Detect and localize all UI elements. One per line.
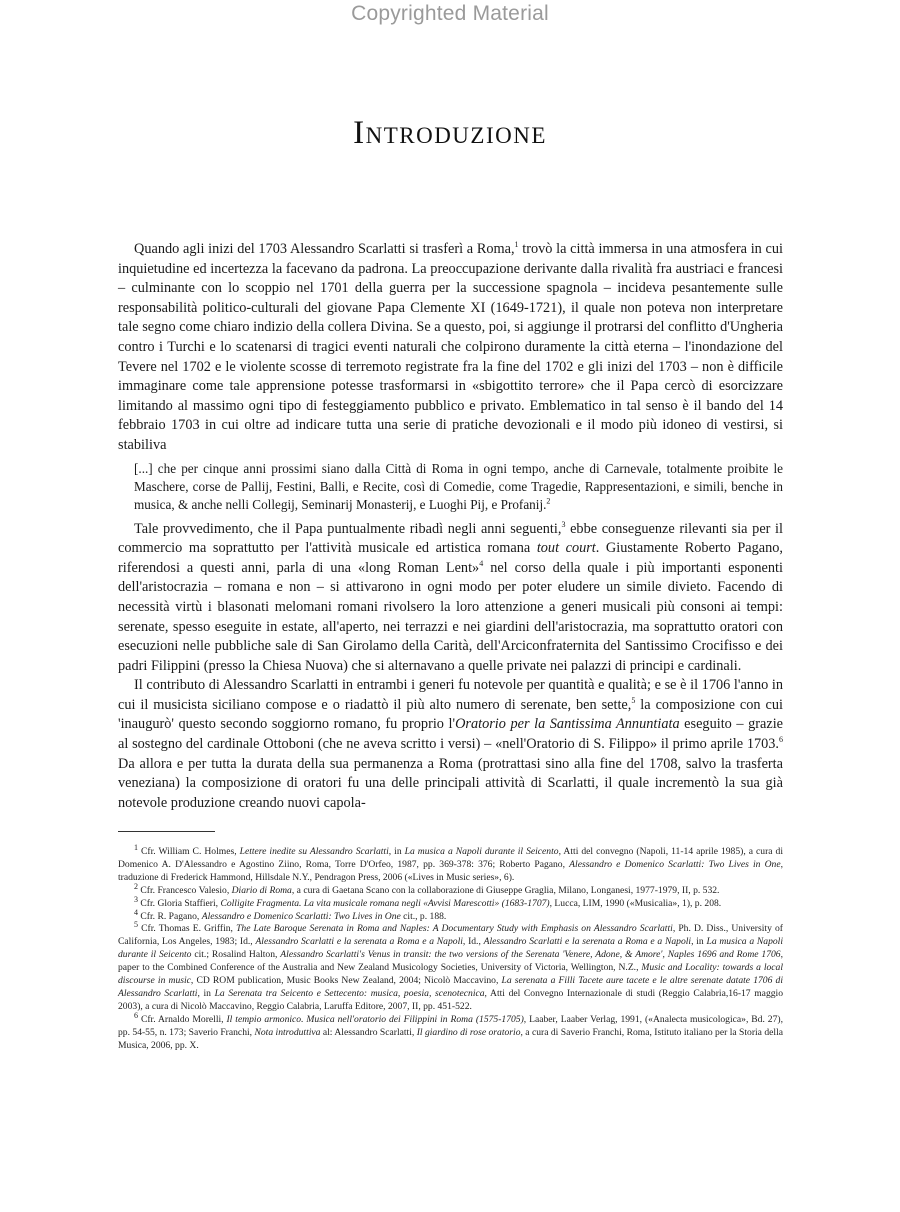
italic-title: Music and Locality: towards a local discourse in music (118, 962, 783, 987)
text-segment: , Atti del Convegno Internazionale di studi (Reggio Calabria,16-17 maggio 2003), a cura di Nicolò Maccavino, Reggio Calabria, Laruffa Editore, 2007, II, pp. 451-522. (118, 987, 783, 1012)
text-segment: Cfr. Arnaldo Morelli, (140, 1013, 227, 1025)
text-segment: Da allora e per tutta la durata della sua permanenza a Roma (protrattasi sino alla fine del 1708, salvo la trasferta veneziana) la composizione di oratori fu una delle principali attività di Scarlatti, il quale incrementò la sua già notevole produzione creando nuovi capola- (118, 755, 783, 811)
text-segment: ebbe conseguenze rilevanti sia per il commercio ma soprattutto per l'attività musicale ed artistica romana (118, 520, 784, 557)
footnote-ref: 1 (514, 240, 519, 250)
italic-title: Colligite Fragmenta. La vita musicale romana negli «Avvisi Marescotti» (1683-1707) (220, 897, 550, 909)
text-segment: , a cura di Saverio Franchi, Roma, Istituto italiano per la Storia della Musica, 2006, pp. X. (118, 1026, 783, 1051)
text-segment: , Ph. D. Diss., University of California, Los Angeles, 1983; Id., (118, 923, 783, 948)
footnote-3 (118, 894, 783, 911)
footnote-number: 4 (134, 907, 138, 917)
text-segment: al: Alessandro Scarlatti, (320, 1026, 417, 1038)
text-segment: , in (388, 846, 405, 857)
footnote-number: 1 (134, 842, 138, 852)
text-segment: Quando agli inizi del 1703 Alessandro Scarlatti si trasferì a Roma, (134, 241, 515, 257)
text-segment: , Atti del convegno (Napoli, 11-14 aprile 1985), a cura di Domenico A. D'Alessandro e Agostino Ziino, Roma, Torre D'Orfeo, 1987, pp. 369-378: 376; Roberto Pagano, (118, 846, 783, 870)
text-segment: cit.; Rosalind Halton, (191, 949, 281, 961)
italic-title: La musica a Napoli durante il Seicento (404, 846, 559, 857)
footnote-4 (118, 907, 783, 924)
italic-title: La Serenata tra Seicento e Settecento: musica, poesia, scenotecnica (214, 987, 485, 999)
main-text (118, 240, 783, 813)
text-segment: Cfr. Gloria Staffieri, (140, 897, 221, 909)
text-segment: , paper to the Combined Conference of the Australia and New Zealand Musicology Societies, University of Victoria, Wellington, N.Z., (118, 949, 783, 974)
quote-text: [...] che per cinque anni prossimi siano dalla Città di Roma in ogni tempo, anche di Carnevale, totalmente proibite le Maschere, corse de Pallij, Festini, Balli, e Recite, così di Comedie, come Tragedie, Rappresentazioni, e simili, benche in musica, & anche nelli Collegij, Seminarij Monasterij, e Luoghi Pij, e Profanij. (134, 460, 783, 512)
footnote-ref: 4 (479, 558, 484, 568)
footnote-ref: 3 (561, 519, 566, 529)
paragraph-2 (118, 520, 783, 677)
footnote-number: 5 (134, 920, 138, 930)
footnotes (118, 842, 783, 1053)
italic-title: Alessandro Scarlatti's Venus in transit: the two versions of the Serenata 'Venere, Adone, & Amore', Naples 1696 and Rome 1706 (280, 949, 781, 961)
footnote-ref: 6 (779, 735, 783, 745)
text-segment: Cfr. Francesco Valesio, (140, 884, 232, 896)
text-segment: , CD ROM publication, Music Books New Zealand, 2004; Nicolò Maccavino, (190, 975, 502, 987)
paragraph-3 (118, 676, 783, 813)
footnote-5 (118, 920, 783, 1013)
text-segment: Cfr. R. Pagano, (140, 910, 202, 922)
footnote-6 (118, 1010, 783, 1053)
italic-phrase: tout court (536, 540, 596, 557)
italic-phrase: Oratorio per la Santissima Annuntiata (455, 716, 680, 733)
footnote-2 (118, 881, 783, 898)
text-segment: , Lucca, LIM, 1990 («Musicalia», 1), p. 208. (549, 897, 722, 909)
italic-title: Il tempio armonico. Musica nell'oratorio dei Filippini in Roma (1575-1705) (226, 1013, 524, 1025)
footnote-divider (118, 831, 215, 832)
text-segment: , Laaber, Laaber Verlag, 1991, («Analecta musicologica», Bd. 27), pp. 54-55, n. 173; Saverio Franchi, (118, 1013, 783, 1038)
footnote-number: 6 (134, 1010, 138, 1020)
italic-title: The Late Baroque Serenata in Roma and Naples: A Documentary Study with Emphasis on Alessandro Scarlatti (236, 923, 673, 935)
italic-title: Alessandro Scarlatti e la serenata a Roma e a Napoli (255, 936, 463, 948)
text-segment: Il contributo di Alessandro Scarlatti in entrambi i generi fu notevole per quantità e qualità; e se è il 1706 l'anno in cui il musicista siciliano compose e o riadattò il più alto numero di serenate, ben sette, (118, 677, 783, 713)
italic-title: Nota introduttiva (254, 1026, 321, 1038)
text-segment: , traduzione di Frederick Hammond, Hillsdale N.Y., Pendragon Press, 2006 («Lives in Music series», 6). (118, 858, 783, 883)
text-segment: Cfr. William C. Holmes, (141, 846, 240, 857)
italic-title: La musica a Napoli durante il Seicento (118, 936, 783, 961)
text-segment: la composizione con cui 'inaugurò' questo secondo soggiorno romano, fu proprio l' (118, 696, 783, 733)
text-segment: , a cura di Gaetana Scano con la collaborazione di Giuseppe Graglia, Milano, Longanesi, 1977-1979, II, p. 532. (291, 884, 720, 896)
footnote-ref: 2 (546, 496, 551, 506)
italic-title: Lettere inedite su Alessandro Scarlatti (239, 846, 389, 857)
text-segment: , in (691, 936, 707, 948)
text-segment: , in (197, 987, 215, 999)
text-segment: cit., p. 188. (400, 910, 447, 922)
italic-title: Il giardino di rose oratorio (416, 1026, 521, 1038)
italic-title: Alessandro e Domenico Scarlatti: Two Lives in One (201, 910, 401, 922)
text-segment: nel corso della quale i più importanti esponenti dell'aristocrazia – romana e non – si attivarono in ogni modo per poter eludere un simile divieto. Facendo di necessità virtù i blasonati melomani romani rivolsero la loro attenzione a generi musicali più consoni ai tempi: serenate, spesso eseguite in estate, all'aperto, nei terrazzi e nei giardini dell'aristocrazia, ma soprattutto oratori con esecuzioni nelle pubbliche sale di San Girolamo della Carità, dell'Arciconfraternita del Santissimo Crocifisso e dei padri Filippini (presso la Chiesa Nuova) che si alternavano a quelle private nei palazzi di principi e cardinali. (118, 559, 783, 674)
italic-title: Alessandro Scarlatti e la serenata a Roma e a Napoli (483, 936, 692, 948)
footnote-number: 2 (134, 881, 138, 891)
paragraph-1 (118, 240, 783, 456)
italic-title: Alessandro e Domenico Scarlatti: Two Lives in One (569, 858, 781, 870)
italic-title: Diario di Roma (231, 884, 292, 896)
text-segment: Cfr. Thomas E. Griffin, (141, 923, 237, 935)
footnote-number: 3 (134, 894, 138, 904)
footnote-ref: 5 (631, 696, 636, 706)
text-segment: Tale provvedimento, che il Papa puntualmente ribadì negli anni seguenti, (134, 520, 562, 537)
page-title: Introduzione (353, 115, 547, 151)
text-segment: . Giustamente Roberto Pagano, riferendosi a questi anni, parla di una «long Roman Lent» (118, 540, 784, 576)
italic-title: La serenata a Filli Tacete aure tacete e le altre serenate datate 1706 di Alessandro Scarlatti (118, 975, 783, 999)
text-segment: , Id., (462, 936, 484, 948)
copyright-watermark: Copyrighted Material (351, 2, 549, 25)
text-segment: trovò la città immersa in una atmosfera in cui inquietudine ed incertezza la facevano da padrona. La preoccupazione derivante dalla rivalità fra austriaci e francesi – culminante con lo scoppio nel 1701 della guerra per la successione spagnola – incideva pesantemente sulle responsabilità politico-culturali del giovane Papa Clemente XI (1649-1721), il quale non poteva non interpretare tale segno come chiaro indizio della collera Divina. Se a questo, poi, si aggiunge il protrarsi del conflitto d'Ungheria contro i Turchi e lo scatenarsi di tragici eventi naturali che colpirono duramente la città eterna – l'inondazione del Tevere nel 1702 e le violente scosse di terremoto registrate fra la fine del 1702 e gli inizi del 1703 – non è difficile immaginare come tale apprensione potesse trasformarsi in «sbigottito terrore» che il Papa cercò di esorcizzare limitando al massimo ogni tipo di festeggiamento pubblico e privato. Emblematico in tal senso è il bando del 14 febbraio 1703 in cui oltre ad indicare tutta una serie di pratiche devozionali e il modo più idoneo di vestirsi, si stabiliva (118, 241, 783, 453)
footnote-1 (118, 842, 783, 885)
block-quote (134, 460, 783, 514)
text-segment: eseguito – grazie al sostegno del cardinale Ottoboni (che ne aveva scritto i versi) – «nell'Oratorio di S. Filippo» il primo aprile 1703. (118, 716, 784, 753)
